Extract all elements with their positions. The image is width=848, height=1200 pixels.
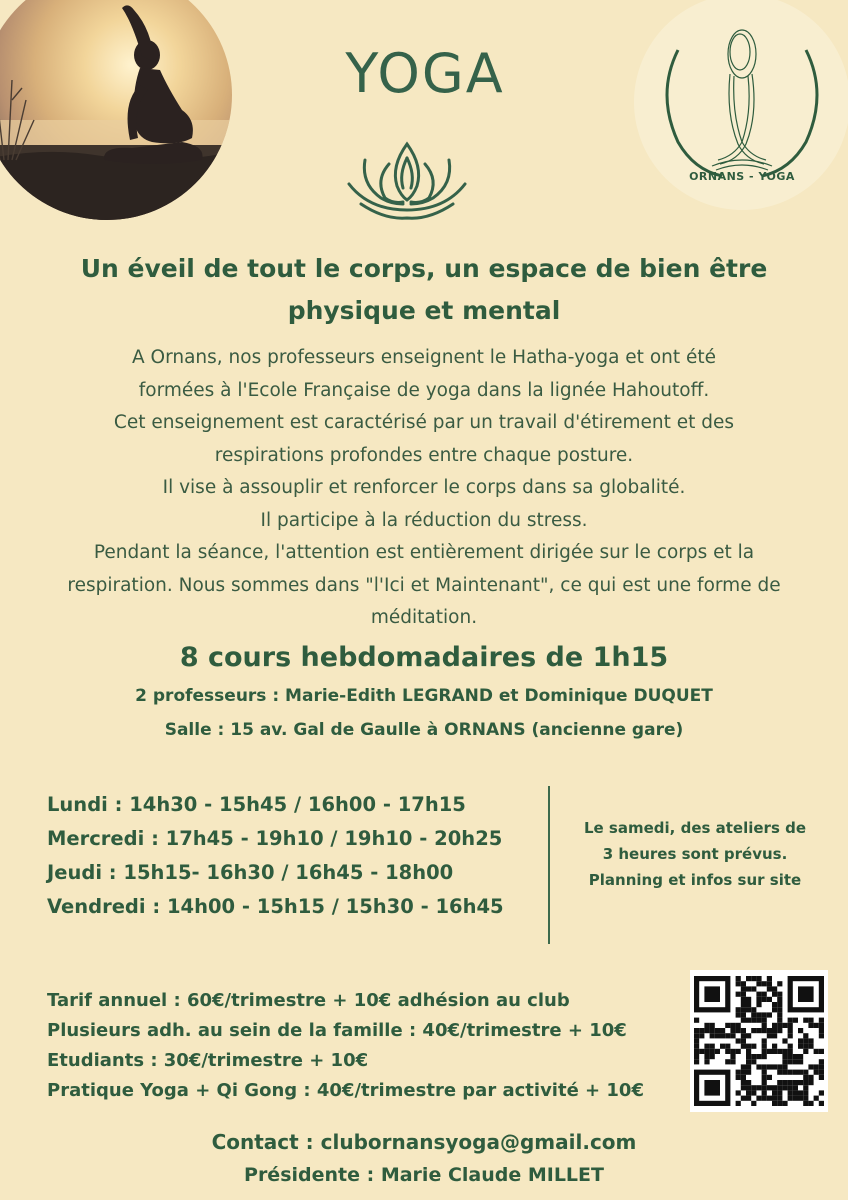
page-title: YOGA <box>345 42 505 105</box>
logo-text: ORNANS - YOGA <box>689 170 795 183</box>
pricing-list <box>47 986 644 1106</box>
intro-line: Cet enseignement est caractérisé par un travail d'étirement et des <box>113 412 735 433</box>
pricing-row: Tarif annuel : 60€/trimestre + 10€ adhésion au club <box>47 990 570 1011</box>
saturday-note-line: Planning et infos sur site <box>588 871 802 889</box>
intro-line: respiration. Nous sommes dans "l'Ici et Maintenant", ce qui est une forme de <box>67 574 781 596</box>
headline-line-1: Un éveil de tout le corps, un espace de bien être <box>80 254 768 283</box>
ornans-yoga-logo <box>634 0 848 210</box>
headline <box>30 248 818 332</box>
pricing-row: Plusieurs adh. au sein de la famille : 40€/trimestre + 10€ <box>47 1020 627 1041</box>
professors-line: 2 professeurs : Marie-Edith LEGRAND et Dominique DUQUET <box>135 686 713 706</box>
pricing-row: Etudiants : 30€/trimestre + 10€ <box>47 1050 369 1071</box>
intro-line: formées à l'Ecole Française de yoga dans la lignée Hahoutoff. <box>138 379 710 401</box>
yoga-pose-photo <box>0 0 232 220</box>
intro-paragraph <box>20 342 828 635</box>
courses-title: 8 cours hebdomadaires de 1h15 <box>179 642 669 673</box>
lotus-icon <box>345 140 469 224</box>
qr-code-icon[interactable] <box>690 970 828 1112</box>
saturday-note-line: Le samedi, des ateliers de <box>583 819 807 837</box>
venue-line: Salle : 15 av. Gal de Gaulle à ORNANS (ancienne gare) <box>164 720 684 740</box>
intro-line: A Ornans, nos professeurs enseignent le Hatha-yoga et ont été <box>131 347 717 368</box>
intro-line: méditation. <box>370 607 478 628</box>
president-line: Présidente : Marie Claude MILLET <box>244 1164 604 1186</box>
pricing-row: Pratique Yoga + Qi Gong : 40€/trimestre par activité + 10€ <box>47 1080 644 1101</box>
headline-line-2: physique et mental <box>287 296 561 325</box>
saturday-note-line: 3 heures sont prévus. <box>602 845 788 863</box>
intro-line: Il participe à la réduction du stress. <box>260 509 588 531</box>
intro-line: respirations profondes entre chaque posture. <box>214 444 634 466</box>
schedule-row: Lundi : 14h30 - 15h45 / 16h00 - 17h15 <box>47 793 466 816</box>
contact-line[interactable]: Contact : clubornansyoga@gmail.com <box>211 1130 637 1154</box>
weekly-schedule <box>47 788 504 924</box>
saturday-note <box>556 815 834 893</box>
intro-line: Pendant la séance, l'attention est entièrement dirigée sur le corps et la <box>93 542 755 563</box>
schedule-row: Vendredi : 14h00 - 15h15 / 15h30 - 16h45 <box>47 895 504 918</box>
schedule-row: Mercredi : 17h45 - 19h10 / 19h10 - 20h25 <box>47 827 503 850</box>
schedule-row: Jeudi : 15h15- 16h30 / 16h45 - 18h00 <box>47 861 454 884</box>
intro-line: Il vise à assouplir et renforcer le corps dans sa globalité. <box>162 477 686 498</box>
schedule-divider <box>548 786 550 944</box>
